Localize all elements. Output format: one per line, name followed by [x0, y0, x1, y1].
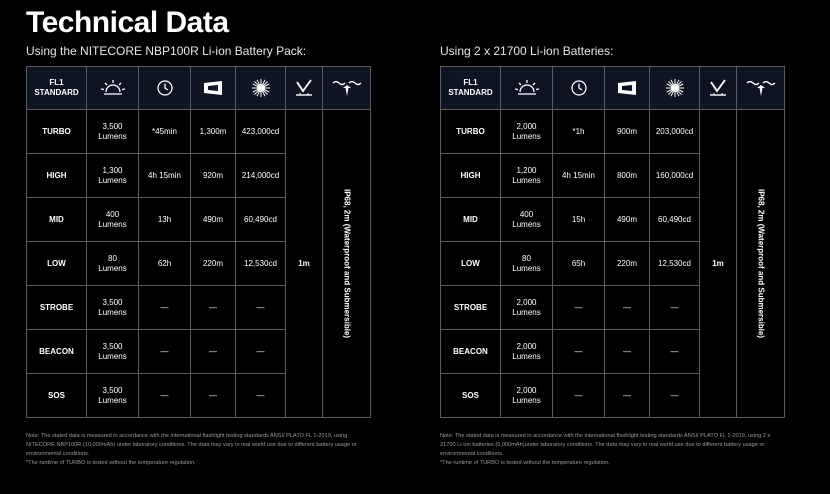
peak-intensity-icon: [236, 78, 285, 98]
lumens-cell: [501, 198, 553, 242]
mode-cell: MID: [441, 198, 501, 242]
mode-cell: LOW: [441, 242, 501, 286]
mode-cell: HIGH: [27, 154, 87, 198]
lumens-unit: Lumens: [512, 395, 541, 405]
lumens-value: 2,000: [516, 297, 537, 307]
distance-cell: 900m: [605, 110, 650, 154]
footnote: [440, 432, 785, 468]
footnote-text: Note: The stated data is measured in accordance with the international flashlight testing standards ANSI/ PLATO FL 1-2019, using NITECORE NBP100R (10,000mAh) under laboratory conditions. The data may vary in real world use due to different battery usage or environmental conditions.: [26, 433, 357, 457]
waterproof-value: IP68, 2m (Waterproof and Submersible): [342, 188, 352, 339]
lumens-value: 400: [105, 209, 120, 219]
lumens-unit: Lumens: [98, 263, 127, 273]
runtime-header: [139, 67, 191, 110]
runtime-cell: —: [553, 330, 605, 374]
distance-header: [605, 67, 650, 110]
lumens-cell: [501, 286, 553, 330]
lumens-header: [501, 67, 553, 110]
lumens-unit: Lumens: [98, 131, 127, 141]
distance-cell: 220m: [605, 242, 650, 286]
intensity-cell: —: [236, 286, 286, 330]
fl1-standard-header: [27, 67, 87, 110]
peak-intensity-icon: [650, 78, 699, 98]
impact-resistance-icon: [286, 79, 322, 97]
fl1-label: FL1: [463, 78, 478, 87]
mode-cell: MID: [27, 198, 87, 242]
runtime-cell: —: [553, 374, 605, 418]
intensity-cell: —: [650, 374, 700, 418]
21700-panel: [440, 44, 785, 468]
table-header-row: [441, 67, 785, 110]
runtime-cell: 15h: [553, 198, 605, 242]
mode-cell: TURBO: [441, 110, 501, 154]
intensity-cell: 203,000cd: [650, 110, 700, 154]
beam-distance-icon: [191, 80, 235, 96]
intensity-cell: 160,000cd: [650, 154, 700, 198]
waterproof-icon: [323, 79, 370, 97]
lumens-value: 400: [519, 209, 534, 219]
mode-cell: SOS: [441, 374, 501, 418]
intensity-cell: —: [236, 330, 286, 374]
lumens-unit: Lumens: [512, 351, 541, 361]
distance-cell: —: [605, 330, 650, 374]
runtime-cell: 4h 15min: [553, 154, 605, 198]
nbp100r-panel: [26, 44, 371, 468]
lumens-icon: [501, 79, 552, 97]
intensity-cell: 12,530cd: [236, 242, 286, 286]
footnote: [26, 432, 371, 468]
impact-resistance-icon: [700, 79, 736, 97]
runtime-cell: —: [139, 286, 191, 330]
lumens-unit: Lumens: [512, 219, 541, 229]
runtime-cell: 13h: [139, 198, 191, 242]
lumens-cell: [87, 286, 139, 330]
standard-label: STANDARD: [34, 88, 79, 97]
lumens-value: 3,500: [102, 341, 123, 351]
lumens-value: 3,500: [102, 385, 123, 395]
mode-cell: BEACON: [441, 330, 501, 374]
intensity-header: [650, 67, 700, 110]
intensity-cell: 423,000cd: [236, 110, 286, 154]
mode-cell: LOW: [27, 242, 87, 286]
impact-header: [286, 67, 323, 110]
lumens-icon: [87, 79, 138, 97]
waterproof-cell: [323, 110, 371, 418]
lumens-cell: [87, 154, 139, 198]
panel-subtitle: Using the NITECORE NBP100R Li-ion Battery Pack:: [26, 44, 307, 58]
lumens-value: 2,000: [516, 121, 537, 131]
impact-header: [700, 67, 737, 110]
intensity-cell: 60,490cd: [650, 198, 700, 242]
lumens-cell: [87, 374, 139, 418]
waterproof-value: IP68, 2m (Waterproof and Submersible): [756, 188, 766, 339]
distance-cell: 800m: [605, 154, 650, 198]
intensity-cell: 214,000cd: [236, 154, 286, 198]
lumens-unit: Lumens: [98, 307, 127, 317]
runtime-clock-icon: [139, 79, 190, 97]
runtime-header: [553, 67, 605, 110]
lumens-cell: [501, 154, 553, 198]
lumens-value: 2,000: [516, 341, 537, 351]
intensity-cell: —: [236, 374, 286, 418]
mode-cell: SOS: [27, 374, 87, 418]
lumens-unit: Lumens: [512, 307, 541, 317]
lumens-cell: [501, 330, 553, 374]
runtime-cell: *1h: [553, 110, 605, 154]
fl1-label: FL1: [49, 78, 64, 87]
footnote-text: Note: The stated data is measured in accordance with the international flashlight testing standards ANSI/ PLATO FL 1-2019, using 2 x 21700 Li-ion batteries (6,000mAh)under laboratory conditions. The data may vary in real world use due to different battery usage or environmental conditions.: [440, 433, 771, 457]
table-header-row: [27, 67, 371, 110]
lumens-unit: Lumens: [512, 175, 541, 185]
waterproof-header: [323, 67, 371, 110]
distance-cell: 220m: [191, 242, 236, 286]
spec-table: [26, 66, 371, 418]
footnote-turbo: *The runtime of TURBO is tested without the temperature regulation.: [26, 460, 196, 466]
lumens-cell: [501, 242, 553, 286]
intensity-cell: 12,530cd: [650, 242, 700, 286]
mode-cell: STROBE: [27, 286, 87, 330]
standard-label: STANDARD: [448, 88, 493, 97]
distance-cell: —: [605, 286, 650, 330]
runtime-clock-icon: [553, 79, 604, 97]
lumens-unit: Lumens: [98, 219, 127, 229]
intensity-cell: —: [650, 286, 700, 330]
intensity-cell: —: [650, 330, 700, 374]
distance-cell: —: [191, 374, 236, 418]
footnote-turbo: *The runtime of TURBO is tested without the temperature regulation.: [440, 460, 610, 466]
lumens-cell: [87, 330, 139, 374]
runtime-cell: —: [139, 374, 191, 418]
runtime-cell: *45min: [139, 110, 191, 154]
table-row: [441, 110, 785, 154]
mode-cell: BEACON: [27, 330, 87, 374]
runtime-cell: 65h: [553, 242, 605, 286]
intensity-header: [236, 67, 286, 110]
mode-cell: HIGH: [441, 154, 501, 198]
lumens-value: 1,200: [516, 165, 537, 175]
runtime-cell: 62h: [139, 242, 191, 286]
lumens-value: 3,500: [102, 297, 123, 307]
distance-cell: 920m: [191, 154, 236, 198]
lumens-value: 80: [522, 253, 531, 263]
lumens-value: 1,300: [102, 165, 123, 175]
lumens-unit: Lumens: [512, 131, 541, 141]
runtime-cell: —: [139, 330, 191, 374]
distance-cell: —: [605, 374, 650, 418]
lumens-cell: [501, 110, 553, 154]
impact-value: 1m: [700, 110, 737, 418]
beam-distance-icon: [605, 80, 649, 96]
mode-cell: TURBO: [27, 110, 87, 154]
distance-cell: 490m: [191, 198, 236, 242]
impact-value: 1m: [286, 110, 323, 418]
distance-cell: 490m: [605, 198, 650, 242]
fl1-standard-header: [441, 67, 501, 110]
distance-header: [191, 67, 236, 110]
lumens-value: 3,500: [102, 121, 123, 131]
runtime-cell: —: [553, 286, 605, 330]
mode-cell: STROBE: [441, 286, 501, 330]
lumens-value: 80: [108, 253, 117, 263]
lumens-unit: Lumens: [512, 263, 541, 273]
distance-cell: —: [191, 330, 236, 374]
lumens-cell: [87, 110, 139, 154]
spec-table: [440, 66, 785, 418]
runtime-cell: 4h 15min: [139, 154, 191, 198]
lumens-cell: [87, 198, 139, 242]
panel-subtitle: Using 2 x 21700 Li-ion Batteries:: [440, 44, 614, 58]
intensity-cell: 60,490cd: [236, 198, 286, 242]
lumens-cell: [87, 242, 139, 286]
page-title: Technical Data: [26, 6, 229, 39]
table-row: [27, 110, 371, 154]
lumens-cell: [501, 374, 553, 418]
waterproof-cell: [737, 110, 785, 418]
lumens-value: 2,000: [516, 385, 537, 395]
distance-cell: —: [191, 286, 236, 330]
waterproof-header: [737, 67, 785, 110]
distance-cell: 1,300m: [191, 110, 236, 154]
lumens-unit: Lumens: [98, 395, 127, 405]
lumens-unit: Lumens: [98, 175, 127, 185]
lumens-header: [87, 67, 139, 110]
waterproof-icon: [737, 79, 784, 97]
lumens-unit: Lumens: [98, 351, 127, 361]
